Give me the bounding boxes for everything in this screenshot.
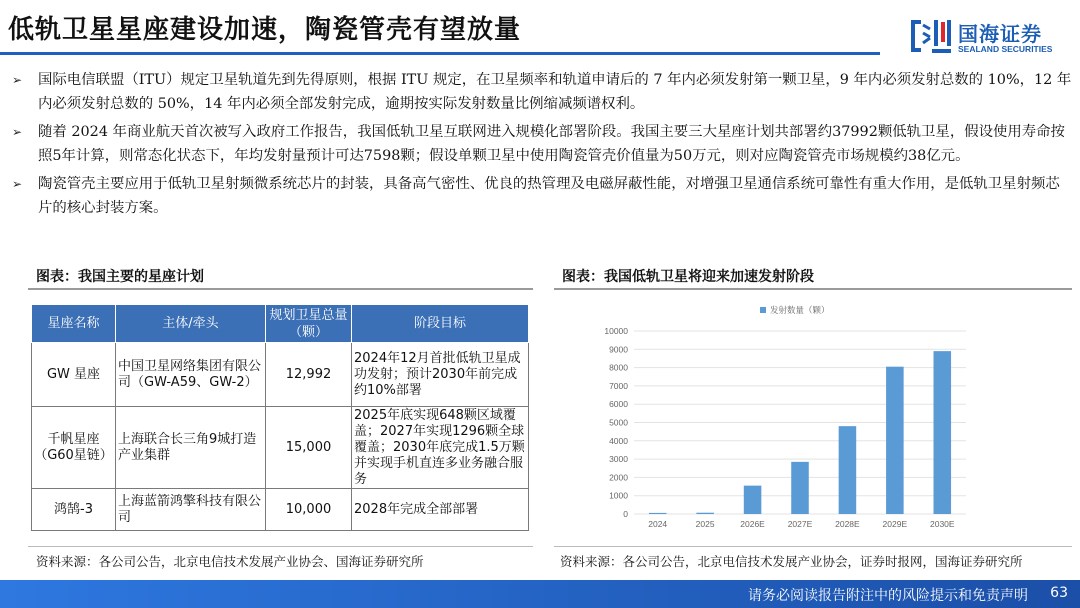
table-source: 资料来源：各公司公告，北京电信技术发展产业协会、国海证券研究所 bbox=[36, 554, 424, 569]
disclaimer-note: 请务必阅读报告附注中的风险提示和免责声明 bbox=[748, 588, 1028, 604]
y-tick-label: 7000 bbox=[609, 380, 628, 391]
bullet-item bbox=[10, 172, 1072, 220]
x-tick-label: 2028E bbox=[835, 519, 860, 529]
title-divider bbox=[0, 52, 880, 55]
chart-caption: 图表：我国低轨卫星将迎来加速发射阶段 bbox=[562, 269, 814, 285]
table-caption-divider bbox=[28, 288, 533, 290]
y-tick-label: 6000 bbox=[609, 399, 628, 410]
col-header-name: 星座名称 bbox=[32, 305, 116, 343]
x-tick-label: 2027E bbox=[787, 519, 813, 529]
cell-name: GW 星座 bbox=[32, 343, 116, 407]
cell-total: 10,000 bbox=[266, 489, 352, 531]
chart-bar bbox=[934, 351, 952, 514]
bullet-text: 随着 2024 年商业航天首次被写入政府工作报告，我国低轨卫星互联网进入规模化部署阶段。我国主要三大星座计划共部署约37992颗低轨卫星，假设使用寿命按照5年计算，则常态化状态下，年均发射量预计可达7598颗；假设单颗卫星中使用陶瓷管壳价值量为50万元，则对应陶瓷管壳市场规模约38亿元。 bbox=[38, 124, 1065, 164]
cell-owner: 中国卫星网络集团有限公司（GW-A59、GW-2） bbox=[116, 343, 266, 407]
y-tick-label: 5000 bbox=[609, 417, 628, 428]
cell-owner: 上海蓝箭鸿擎科技有限公司 bbox=[116, 489, 266, 531]
table-source-divider bbox=[28, 546, 533, 547]
chart-bar bbox=[744, 486, 762, 514]
legend-swatch bbox=[760, 307, 766, 313]
x-tick-label: 2026E bbox=[740, 519, 765, 529]
bullet-arrow-icon: ➢ bbox=[12, 73, 23, 87]
chart-bar bbox=[791, 462, 809, 514]
y-tick-label: 4000 bbox=[609, 435, 628, 446]
bullet-arrow-icon: ➢ bbox=[12, 177, 23, 191]
y-tick-label: 3000 bbox=[609, 454, 628, 465]
chart-caption-divider bbox=[554, 288, 1072, 290]
y-tick-label: 0 bbox=[623, 509, 628, 519]
x-tick-label: 2030E bbox=[929, 519, 955, 529]
page-number: 63 bbox=[1050, 585, 1068, 601]
launch-bar-chart bbox=[576, 298, 976, 538]
bullet-text: 国际电信联盟（ITU）规定卫星轨道先到先得原则，根据 ITU 规定，在卫星频率和轨道申请后的 7 年内必须发射第一颗卫星，9 年内必须发射总数的 10%，12 年内必须发射总数的 50%，14 年内必须全部发射完成，逾期按实际发射数量比例缩减频谱权利。 bbox=[38, 72, 1072, 112]
cell-name: 鸿鹄-3 bbox=[32, 489, 116, 531]
chart-bar bbox=[839, 426, 857, 514]
x-tick-label: 2025 bbox=[695, 519, 715, 529]
chart-source: 资料来源：各公司公告，北京电信技术发展产业协会，证券时报网，国海证券研究所 bbox=[560, 554, 1023, 569]
cell-owner: 上海联合长三角9城打造产业集群 bbox=[116, 407, 266, 489]
table-row bbox=[32, 343, 529, 407]
y-tick-label: 8000 bbox=[609, 362, 628, 373]
sealand-logo-icon bbox=[908, 16, 954, 56]
constellation-plan-table bbox=[31, 304, 529, 531]
bullet-arrow-icon: ➢ bbox=[12, 125, 23, 139]
cell-total: 12,992 bbox=[266, 343, 352, 407]
page-title: 低轨卫星星座建设加速，陶瓷管壳有望放量 bbox=[8, 15, 522, 45]
bullet-item bbox=[10, 68, 1072, 116]
y-tick-label: 1000 bbox=[609, 490, 628, 501]
cell-total: 15,000 bbox=[266, 407, 352, 489]
bullet-list bbox=[10, 68, 1072, 224]
cell-goal: 2025年底实现648颗区域覆盖；2027年实现1296颗全球覆盖；2030年底完成1.5万颗并实现手机直连多业务融合服务 bbox=[352, 407, 529, 489]
logo-text-en: SEALAND SECURITIES bbox=[958, 44, 1053, 54]
table-row bbox=[32, 489, 529, 531]
cell-goal: 2028年完成全部部署 bbox=[352, 489, 529, 531]
logo-text-cn: 国海证券 bbox=[958, 22, 1042, 46]
chart-bar bbox=[696, 513, 714, 514]
legend-label: 发射数量（颗） bbox=[770, 306, 830, 316]
x-tick-label: 2024 bbox=[648, 519, 668, 529]
col-header-total: 规划卫星总量（颗） bbox=[266, 305, 352, 343]
cell-goal: 2024年12月首批低轨卫星成功发射；预计2030年前完成约10%部署 bbox=[352, 343, 529, 407]
bullet-item bbox=[10, 120, 1072, 168]
chart-source-divider bbox=[554, 546, 1072, 547]
y-tick-label: 9000 bbox=[609, 344, 628, 355]
table-row bbox=[32, 407, 529, 489]
company-logo bbox=[908, 16, 1073, 62]
col-header-goal: 阶段目标 bbox=[352, 305, 529, 343]
col-header-owner: 主体/牵头 bbox=[116, 305, 266, 343]
bullet-text: 陶瓷管壳主要应用于低轨卫星射频微系统芯片的封装，具备高气密性、优良的热管理及电磁屏蔽性能，对增强卫星通信系统可靠性有重大作用，是低轨卫星射频芯片的核心封装方案。 bbox=[38, 176, 1060, 216]
footer-bar bbox=[0, 580, 1080, 608]
y-tick-label: 2000 bbox=[609, 472, 628, 483]
chart-bar bbox=[886, 367, 904, 514]
table-caption: 图表：我国主要的星座计划 bbox=[36, 269, 204, 285]
x-tick-label: 2029E bbox=[882, 519, 908, 529]
chart-bar bbox=[649, 513, 667, 514]
cell-name: 千帆星座（G60星链） bbox=[32, 407, 116, 489]
table-header-row bbox=[32, 305, 529, 343]
y-tick-label: 10000 bbox=[604, 326, 628, 336]
